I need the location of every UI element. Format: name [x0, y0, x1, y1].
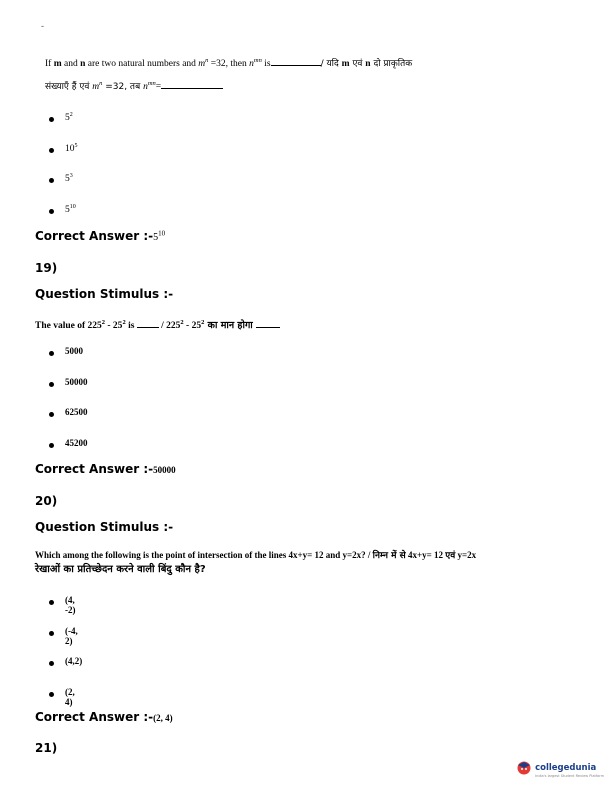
- bullet-icon: [49, 692, 54, 697]
- bullet-icon: [49, 661, 54, 666]
- logo-brand: collegedunia: [535, 763, 597, 773]
- bullet-icon: [49, 178, 54, 183]
- bullet-icon: [49, 117, 54, 122]
- question-20-text: [35, 548, 476, 577]
- bullet-icon: [49, 412, 54, 417]
- question-number-20: 20): [35, 494, 58, 508]
- bullet-icon: [49, 148, 54, 153]
- bullet-icon: [49, 443, 54, 448]
- top-mark: -: [41, 22, 45, 32]
- bullet-icon: [49, 209, 54, 214]
- bullet-icon: [49, 631, 54, 636]
- bullet-icon: [49, 382, 54, 387]
- bullet-icon: [49, 351, 54, 356]
- question-18-line-2: संख्याएँ हैं एवं $m^n =32$, तब $n^{mn}=$: [45, 74, 412, 97]
- answer-blank: [256, 317, 280, 328]
- correct-answer-20: Correct Answer :-(2, 4): [35, 710, 173, 724]
- correct-answer-18: Correct Answer $:-5^{10}$: [35, 229, 166, 243]
- question-20-line-1: Which among the following is the point of intersection of the lines 4x+y= 12 and y=2x? / निम्न में से 4x+y= 12 एवं y=2x: [35, 550, 477, 561]
- answer-blank: [137, 317, 159, 328]
- question-number-19: 19): [35, 261, 58, 275]
- correct-answer-19: Correct Answer :-50000: [35, 462, 176, 476]
- answer-blank: [271, 55, 321, 66]
- bullet-icon: [49, 600, 54, 605]
- graduation-cap-icon: [516, 759, 532, 775]
- question-stimulus-label-19: Question Stimulus :-: [35, 287, 174, 301]
- question-18-text: [45, 51, 412, 97]
- logo-tagline: India's largest Student Review Platform: [535, 774, 604, 778]
- question-20-line-2: रेखाओं का प्रतिच्छेदन करने वाली बिंदु कौन है?: [35, 564, 206, 575]
- question-19-text: The value of $225^2 - 25^2$ is / $225^2 - 25^2$ का मान होगा: [35, 316, 280, 333]
- question-stimulus-label-20: Question Stimulus :-: [35, 520, 174, 534]
- question-18-line-1: If m and n are two natural numbers and $m^n =32$, then $n^{mn}$ is / यदि m एवं n दो प्राकृतिक: [45, 57, 413, 70]
- answer-blank: [161, 78, 223, 89]
- question-number-21: 21): [35, 741, 58, 755]
- collegedunia-logo: [516, 755, 604, 778]
